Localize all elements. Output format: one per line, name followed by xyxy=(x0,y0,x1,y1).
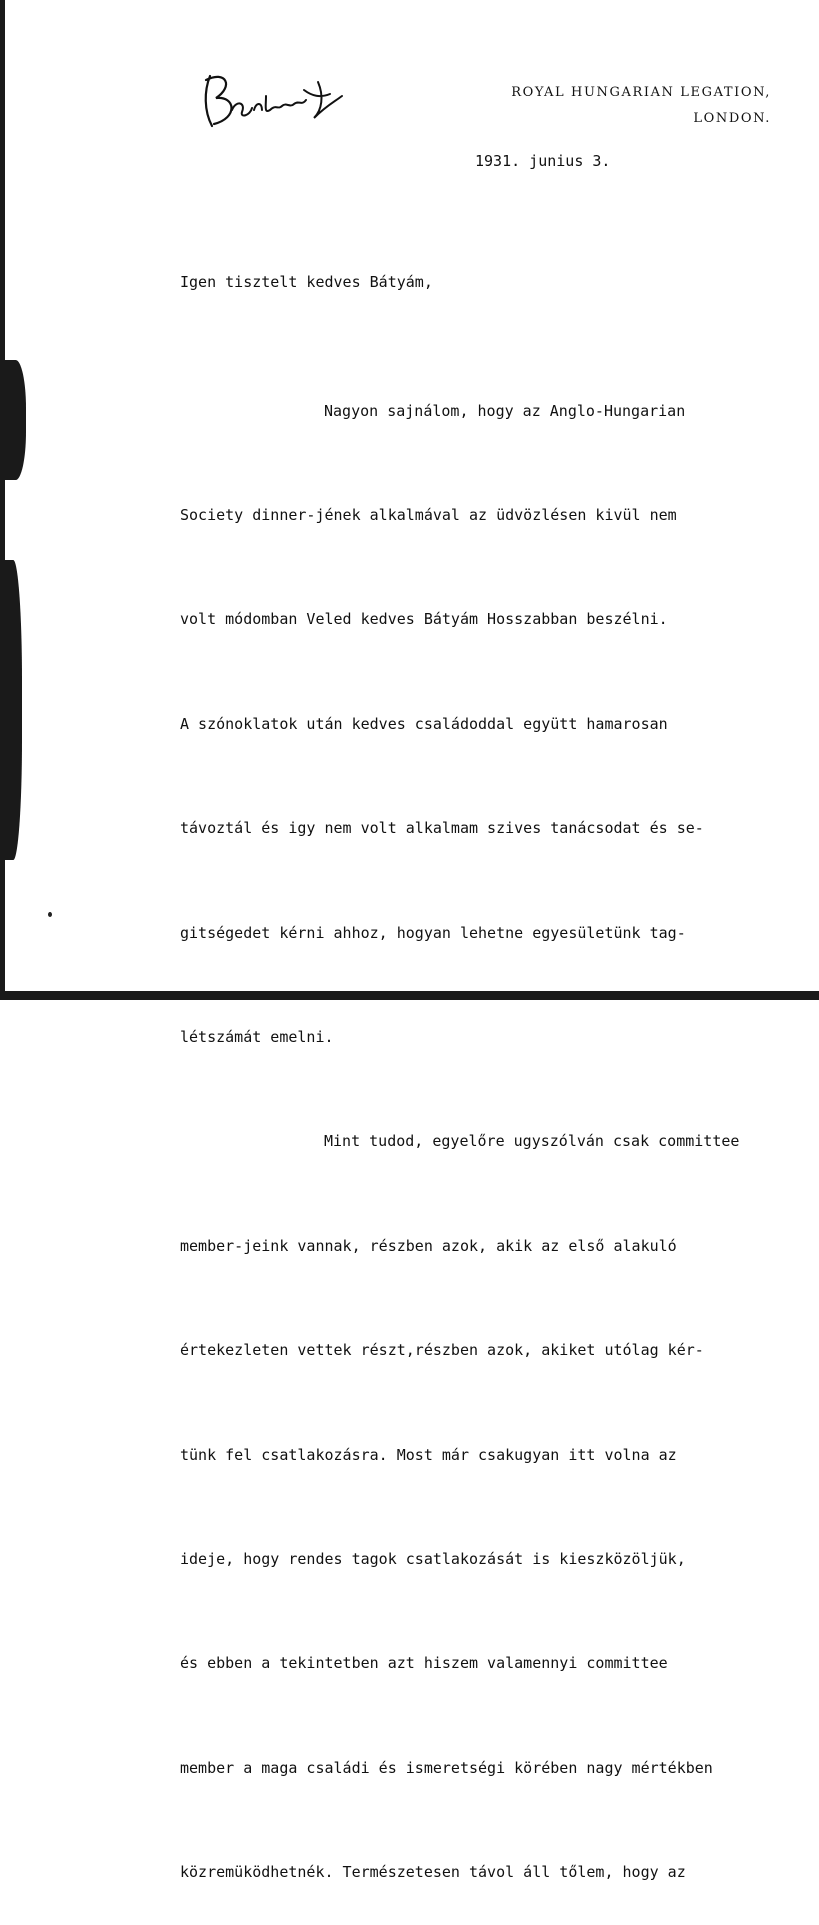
scan-left-edge-blot xyxy=(0,360,26,480)
scan-left-edge-blot xyxy=(0,560,22,860)
body-line: létszámát emelni. xyxy=(180,1027,334,1046)
body-line: A szónoklatok után kedves családoddal együtt hamarosan xyxy=(180,714,668,733)
body-line: Nagyon sajnálom, hogy az Anglo-Hungarian xyxy=(324,401,686,420)
body-line: ideje, hogy rendes tagok csatlakozását is kieszközöljük, xyxy=(180,1549,686,1568)
body-line: Society dinner-jének alkalmával az üdvözlésen kivül nem xyxy=(180,505,677,524)
scan-speck xyxy=(48,912,52,917)
body-line: Mint tudod, egyelőre ugyszólván csak committee xyxy=(324,1132,740,1151)
body-line: member a maga családi és ismeretségi körében nagy mértékben xyxy=(180,1758,713,1777)
body-line: közremüködhetnék. Természetesen távol áll tőlem, hogy az xyxy=(180,1863,686,1882)
letterhead-organization: ROYAL HUNGARIAN LEGATION, xyxy=(511,85,771,100)
body-line: gitségedet kérni ahhoz, hogyan lehetne egyesületünk tag- xyxy=(180,923,686,942)
letterhead-city: LONDON. xyxy=(693,111,771,126)
body-line: tünk fel csatlakozásra. Most már csakugyan itt volna az xyxy=(180,1445,677,1464)
body-line: member-jeink vannak, részben azok, akik az első alakuló xyxy=(180,1236,677,1255)
body-line: távoztál és igy nem volt alkalmam szives tanácsodat és se- xyxy=(180,819,704,838)
letter-date: 1931. junius 3. xyxy=(475,152,611,170)
letterhead xyxy=(511,80,771,132)
body-line: értekezleten vettek részt,részben azok, akiket utólag kér- xyxy=(180,1341,704,1360)
body-line: és ebben a tekintetben azt hiszem valamennyi committee xyxy=(180,1654,668,1673)
handwritten-signature xyxy=(196,66,346,136)
body-line: volt módomban Veled kedves Bátyám Hosszabban beszélni. xyxy=(180,610,668,629)
salutation: Igen tisztelt kedves Bátyám, xyxy=(180,273,433,291)
letter-body xyxy=(180,324,739,1925)
